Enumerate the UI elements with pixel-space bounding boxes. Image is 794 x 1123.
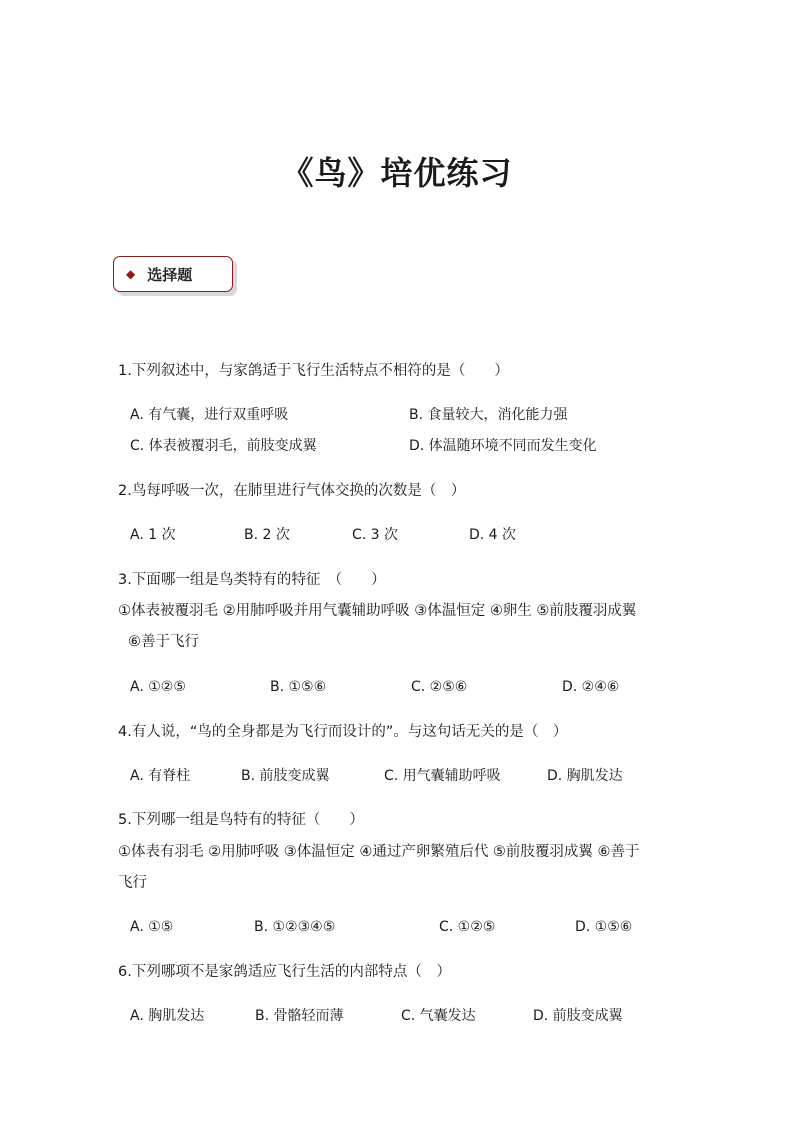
question-3-stem: 3.下面哪一组是鸟类特有的特征 （ ）: [118, 572, 386, 588]
question-3-option-b: B. ①⑤⑥: [270, 679, 327, 695]
section-label: 选择题: [147, 265, 193, 284]
question-4-option-a: A. 有脊柱: [130, 768, 191, 784]
question-2-option-a: A. 1 次: [130, 527, 176, 543]
question-6-option-c: C. 气囊发达: [401, 1008, 476, 1024]
question-4-option-d: D. 胸肌发达: [547, 768, 623, 784]
question-2-stem: 2.鸟每呼吸一次，在肺里进行气体交换的次数是（ ）: [118, 483, 466, 499]
question-4-option-b: B. 前肢变成翼: [241, 768, 330, 784]
question-5-items-line-1: ①体表有羽毛 ②用肺呼吸 ③体温恒定 ④通过产卵繁殖后代 ⑤前肢覆羽成翼 ⑥善于: [118, 844, 640, 860]
question-4-option-c: C. 用气囊辅助呼吸: [384, 768, 501, 784]
diamond-bullet-icon: ◆: [126, 267, 136, 281]
question-1-option-c: C. 体表被覆羽毛，前肢变成翼: [130, 438, 317, 454]
question-1-option-a: A. 有气囊，进行双重呼吸: [130, 407, 289, 423]
question-4-stem: 4.有人说，“鸟的全身都是为飞行而设计的”。与这句话无关的是（ ）: [118, 724, 568, 740]
question-1-stem: 1.下列叙述中，与家鸽适于飞行生活特点不相符的是（ ）: [118, 363, 509, 379]
question-5-option-d: D. ①⑤⑥: [575, 919, 633, 935]
question-2-option-c: C. 3 次: [352, 527, 399, 543]
question-5-stem: 5.下列哪一组是鸟特有的特征（ ）: [118, 812, 364, 828]
question-2-option-b: B. 2 次: [244, 527, 290, 543]
question-3-items-line-2: ⑥善于飞行: [128, 634, 199, 650]
question-1-option-d: D. 体温随环境不同而发生变化: [409, 438, 597, 454]
question-3-option-a: A. ①②⑤: [130, 679, 186, 695]
question-2-option-d: D. 4 次: [469, 527, 517, 543]
question-1-option-b: B. 食量较大，消化能力强: [409, 407, 568, 423]
question-5-items-line-2: 飞行: [118, 875, 147, 891]
section-header-choice: [113, 256, 233, 292]
question-3-items-line-1: ①体表被覆羽毛 ②用肺呼吸并用气囊辅助呼吸 ③体温恒定 ④卵生 ⑤前肢覆羽成翼: [118, 603, 637, 619]
question-3-option-c: C. ②⑤⑥: [411, 679, 468, 695]
question-6-stem: 6.下列哪项不是家鸽适应飞行生活的内部特点（ ）: [118, 964, 451, 980]
question-6-option-b: B. 骨骼轻而薄: [255, 1008, 344, 1024]
question-5-option-c: C. ①②⑤: [439, 919, 496, 935]
question-5-option-b: B. ①②③④⑤: [254, 919, 336, 935]
page-title: 《鸟》培优练习: [281, 154, 513, 192]
question-6-option-d: D. 前肢变成翼: [533, 1008, 623, 1024]
question-3-option-d: D. ②④⑥: [562, 679, 620, 695]
question-6-option-a: A. 胸肌发达: [130, 1008, 205, 1024]
question-5-option-a: A. ①⑤: [130, 919, 174, 935]
